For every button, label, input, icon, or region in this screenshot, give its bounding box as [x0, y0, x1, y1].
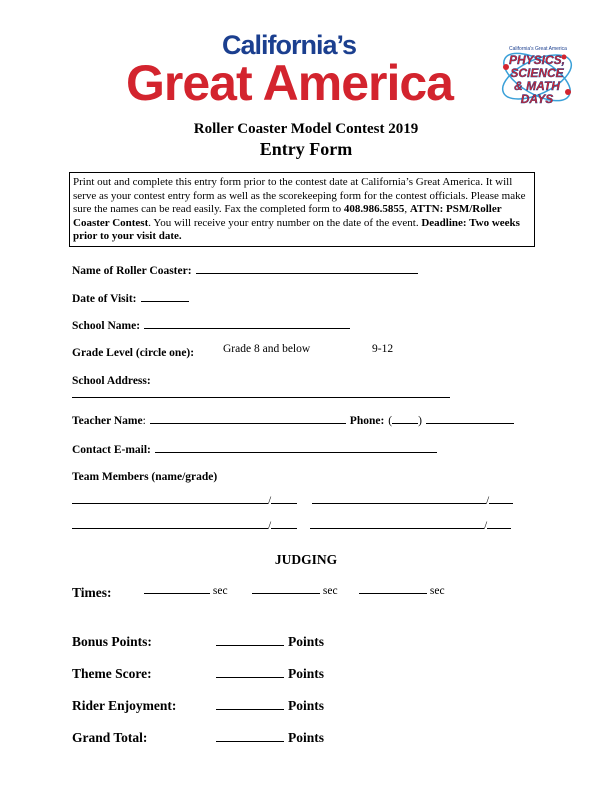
- sec-unit: sec: [212, 585, 228, 597]
- coaster-name-label: Name of Roller Coaster:: [72, 265, 192, 277]
- time-3: [359, 585, 445, 597]
- phone-number-field[interactable]: [426, 423, 514, 424]
- grand-score: [216, 729, 324, 747]
- times-label: Times:: [72, 585, 112, 600]
- time-3-field[interactable]: [359, 593, 427, 594]
- points-unit: Points: [288, 634, 325, 649]
- email-row: [72, 440, 437, 458]
- slash: /: [484, 520, 488, 532]
- team-member-4-grade[interactable]: [487, 528, 511, 529]
- instructions-text-2: . You will receive your entry number on the date of the event.: [148, 216, 422, 229]
- page-title: Roller Coaster Model Contest 2019: [193, 121, 419, 137]
- sec-unit: sec: [322, 585, 338, 597]
- badge-math: & MATH: [514, 79, 560, 93]
- instructions-box: [69, 172, 535, 247]
- badge-physics: PHYSICS,: [508, 53, 566, 67]
- times-row: [72, 584, 552, 602]
- email-label: Contact E-mail:: [72, 444, 151, 456]
- bonus-label: Bonus Points:: [72, 634, 152, 649]
- badge-days: DAYS: [520, 92, 554, 106]
- time-1: [144, 585, 228, 597]
- fax-number: 408.986.5855: [343, 203, 405, 216]
- deadline-text: Deadline: Two weeks prior to your visit date.: [73, 216, 520, 243]
- grade-option-8-below[interactable]: Grade 8 and below: [223, 343, 311, 355]
- grade-option-9-12[interactable]: 9-12: [372, 343, 394, 355]
- comma: ,: [404, 203, 410, 216]
- badge-small-text: California's Great America: [509, 46, 567, 52]
- team-member-3-name[interactable]: [72, 528, 268, 529]
- team-row: [72, 467, 217, 485]
- team-member-1-name[interactable]: [72, 503, 268, 504]
- team-member-4-name[interactable]: [310, 528, 484, 529]
- points-unit: Points: [288, 666, 325, 681]
- badge-science: SCIENCE: [510, 66, 564, 80]
- team-member-3-grade[interactable]: [271, 528, 297, 529]
- slash: /: [486, 495, 490, 507]
- slash: /: [268, 495, 272, 507]
- school-name-label: School Name:: [72, 320, 141, 332]
- team-member-4: [310, 520, 511, 532]
- team-member-3: [72, 520, 297, 532]
- grand-field[interactable]: [216, 741, 284, 742]
- theme-score: [216, 665, 324, 683]
- teacher-field[interactable]: [150, 423, 346, 424]
- school-name-row: [72, 316, 350, 334]
- team-member-1-grade[interactable]: [271, 503, 297, 504]
- team-member-1: [72, 495, 297, 507]
- theme-row: [72, 665, 372, 683]
- time-1-field[interactable]: [144, 593, 210, 594]
- teacher-row: [72, 411, 514, 429]
- coaster-name-row: [72, 261, 418, 279]
- address-field[interactable]: [72, 385, 450, 398]
- team-member-2-grade[interactable]: [489, 503, 513, 504]
- teacher-colon: :: [142, 415, 146, 427]
- time-2-field[interactable]: [252, 593, 320, 594]
- team-label: Team Members (name/grade): [72, 471, 218, 483]
- theme-field[interactable]: [216, 677, 284, 678]
- physics-science-math-days-badge: [498, 37, 576, 115]
- logo-great-america: Great America: [126, 55, 453, 111]
- points-unit: Points: [288, 730, 325, 745]
- logo-californias: California’s: [222, 30, 357, 60]
- bonus-row: [72, 633, 372, 651]
- rider-row: [72, 697, 372, 715]
- sec-unit: sec: [429, 585, 445, 597]
- team-member-2: [312, 495, 513, 507]
- school-name-field[interactable]: [144, 328, 350, 329]
- date-row: [72, 289, 189, 307]
- page-subtitle: Entry Form: [259, 139, 353, 159]
- date-field[interactable]: [141, 301, 189, 302]
- phone-area-code-field[interactable]: [392, 423, 418, 424]
- grade-row: [72, 343, 552, 361]
- slash: /: [268, 520, 272, 532]
- teacher-label: Teacher Name: [72, 415, 143, 427]
- instructions-text-1: Print out and complete this entry form prior to the contest date at California’s Great America. It will serve as your contest entry form as well as the scorekeeping form for the contest officials. Please make sure the names can be read easily. Fax the completed form to: [73, 176, 526, 216]
- grand-row: [72, 729, 372, 747]
- points-unit: Points: [288, 698, 325, 713]
- theme-label: Theme Score:: [72, 666, 152, 681]
- coaster-name-field[interactable]: [196, 273, 418, 274]
- date-label: Date of Visit:: [72, 293, 137, 305]
- grand-label: Grand Total:: [72, 730, 148, 745]
- team-member-2-name[interactable]: [312, 503, 486, 504]
- attn-text: ATTN: PSM/Roller Coaster Contest: [73, 203, 502, 229]
- rider-score: [216, 697, 324, 715]
- phone-label: Phone:: [349, 415, 385, 427]
- grade-label: Grade Level (circle one):: [72, 347, 195, 359]
- rider-field[interactable]: [216, 709, 284, 710]
- bonus-field[interactable]: [216, 645, 284, 646]
- address-label: School Address:: [72, 375, 151, 387]
- phone-paren-open: (: [388, 415, 393, 427]
- judging-heading: JUDGING: [274, 552, 338, 567]
- email-field[interactable]: [155, 452, 437, 453]
- phone-paren-close: ): [418, 415, 422, 427]
- rider-label: Rider Enjoyment:: [72, 698, 177, 713]
- bonus-score: [216, 633, 324, 651]
- time-2: [252, 585, 338, 597]
